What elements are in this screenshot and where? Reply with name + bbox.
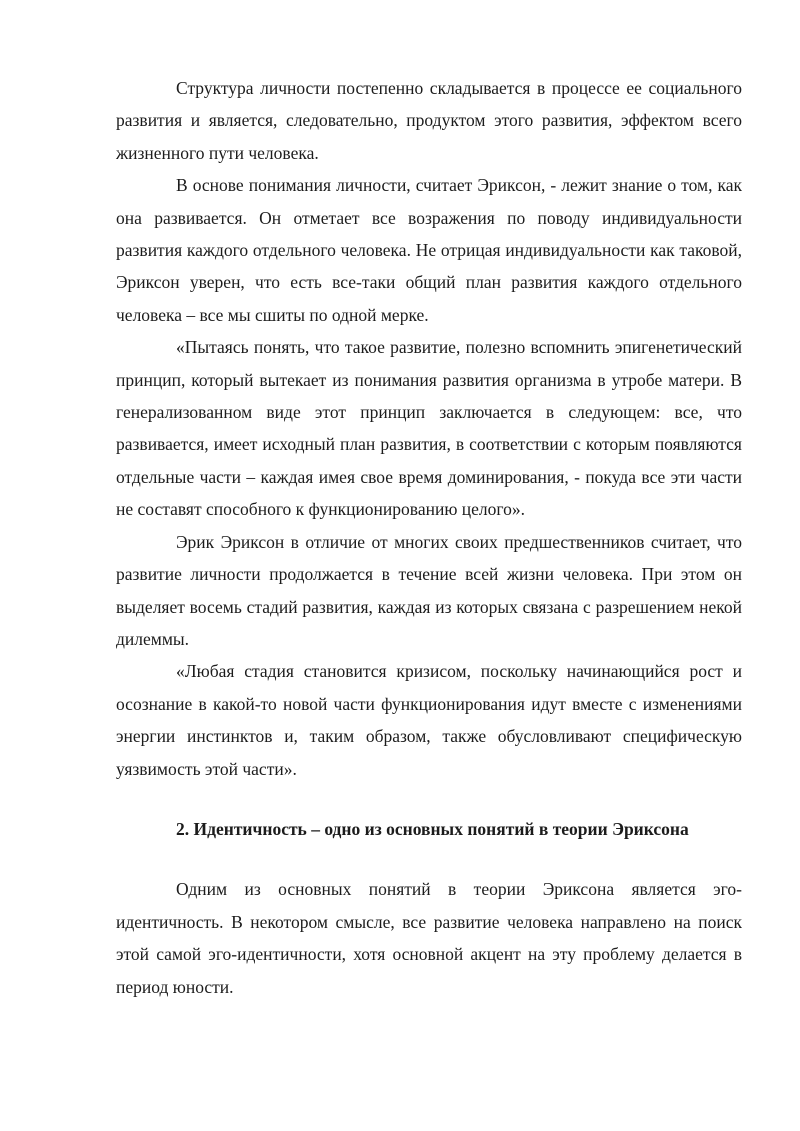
paragraph-personality-structure: Структура личности постепенно складывается в процессе ее социального развития и является, следовательно, продуктом этого развития, эффектом всего жизненного пути человека. [116,78,742,163]
paragraph-crisis-quote: «Любая стадия становится кризисом, поскольку начинающийся рост и осознание в какой-то новой части функционирования идут вместе с изменениями энергии инстинктов и, таким образом, также обусловливают специфическую уязвимость этой части». [116,661,742,779]
paragraph-eight-stages: Эрик Эриксон в отличие от многих своих предшественников считает, что развитие личности продолжается в течение всей жизни человека. При этом он выделяет восемь стадий развития, каждая из которых связана с разрешением некой дилеммы. [116,531,742,649]
paragraph-ego-identity: Одним из основных понятий в теории Эриксона является эго-идентичность. В некотором смысле, все развитие человека направлено на поиск этой самой эго-идентичности, хотя основной акцент на эту проблему делается в период юности. [116,879,742,997]
document-page [116,72,742,1003]
paragraph-understanding-personality: В основе понимания личности, считает Эриксон, - лежит знание о том, как она развивается. Он отметает все возражения по поводу индивидуальности развития каждого отдельного человека. Не отрицая индивидуальности как таковой, Эриксон уверен, что есть все-таки общий план развития каждого отдельного человека – все мы сшиты по одной мерке. [116,175,742,325]
paragraph-epigenetic-principle-quote: «Пытаясь понять, что такое развитие, полезно вспомнить эпигенетический принцип, который вытекает из понимания развития организма в утробе матери. В генерализованном виде этот принцип заключается в следующем: все, что развивается, имеет исходный план развития, в соответствии с которым появляются отдельные части – каждая имея свое время доминирования, - покуда все эти части не составят способного к функционированию целого». [116,337,742,520]
section-heading: 2. Идентичность – одно из основных понятий в теории Эриксона [176,818,689,839]
